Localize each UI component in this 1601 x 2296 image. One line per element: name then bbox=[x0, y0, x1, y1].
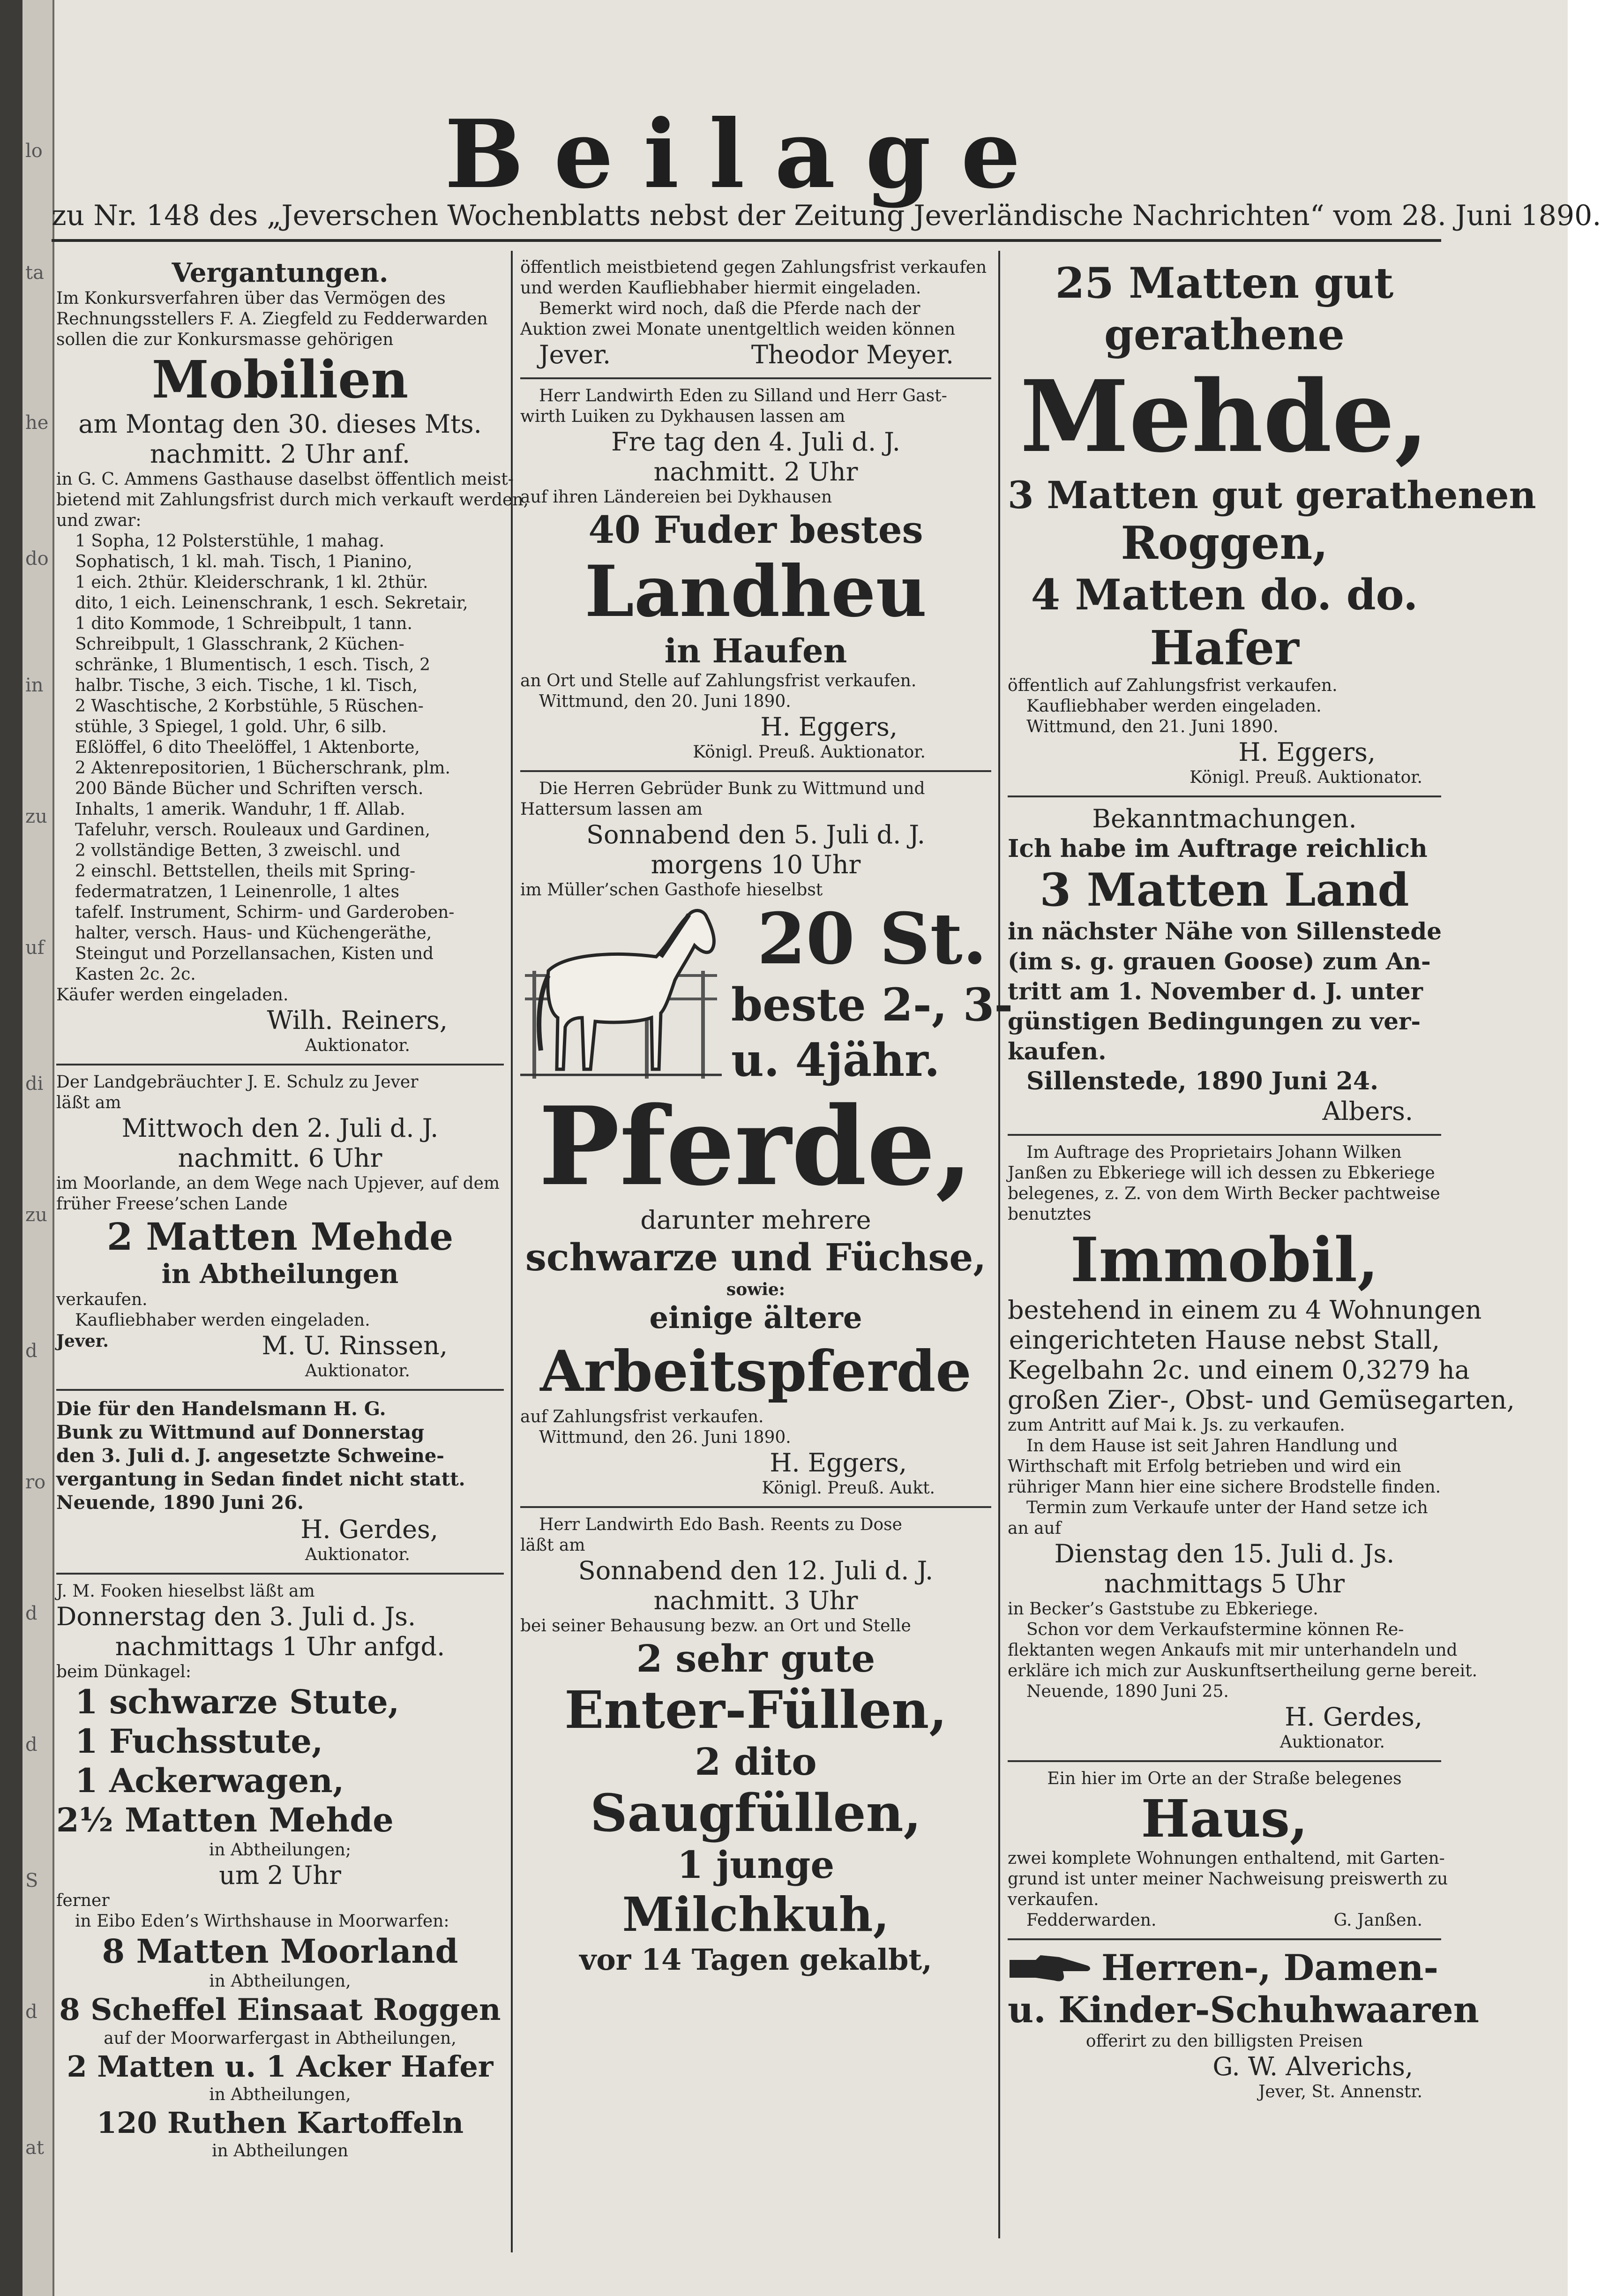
ad-subtitle: einige ältere bbox=[649, 1300, 862, 1336]
ad-text-line: flektanten wegen Ankaufs mit mir unterhandeln und bbox=[1008, 1641, 1458, 1660]
ad-text-line: Herr Landwirth Edo Bash. Reents zu Dose bbox=[539, 1515, 902, 1534]
item-sub: in Abtheilungen; bbox=[209, 1840, 352, 1860]
item-line: 1 dito Kommode, 1 Schreibpult, 1 tann. bbox=[75, 614, 412, 633]
item-line: Eßlöffel, 6 dito Theelöffel, 1 Aktenborte, bbox=[75, 738, 420, 757]
ad-text-line: den 3. Juli d. J. angesetzte Schweine- bbox=[56, 1445, 444, 1467]
facing-page-fragment: lo bbox=[25, 140, 43, 162]
ad-title: Landheu bbox=[584, 550, 927, 633]
ad-text-line: Schon vor dem Verkaufstermine können Re- bbox=[1026, 1620, 1404, 1639]
ad-text-line: früher Freese’schen Lande bbox=[56, 1194, 288, 1214]
item-sub: in Abtheilungen, bbox=[209, 2085, 351, 2104]
signature: G. Janßen. bbox=[1333, 1911, 1422, 1930]
ad-text-line: Ich habe im Auftrage reichlich bbox=[1008, 834, 1428, 863]
facing-page-fragment: he bbox=[25, 412, 49, 434]
signature: Albers. bbox=[1322, 1096, 1413, 1126]
ad-date: am Montag den 30. dieses Mts. bbox=[78, 409, 482, 439]
ad-text-line: Die Herren Gebrüder Bunk zu Wittmund und bbox=[539, 779, 925, 798]
facing-page-fragment: ro bbox=[25, 1471, 46, 1493]
ad-text-line: eingerichteten Hause nebst Stall, bbox=[1009, 1325, 1440, 1355]
ad-title: Haus, bbox=[1141, 1788, 1308, 1849]
ad-text-line: in nächster Nähe von Sillenstede bbox=[1008, 917, 1442, 945]
ad-fuellen bbox=[520, 1508, 991, 1985]
column-rule bbox=[511, 251, 513, 2252]
ad-text-line: Kaufliebhaber werden eingeladen. bbox=[1026, 697, 1322, 716]
ad-text-line: erkläre ich mich zur Auskunftsertheilung gerne bereit. bbox=[1008, 1661, 1478, 1681]
ad-text-line: auf Zahlungsfrist verkaufen. bbox=[520, 1407, 764, 1426]
ad-text-line: Wittmund, den 26. Juni 1890. bbox=[539, 1428, 791, 1447]
ad-text-line: Wirthschaft mit Erfolg betrieben und wird ein bbox=[1008, 1457, 1402, 1476]
ad-text-line: Kegelbahn 2c. und einem 0,3279 ha bbox=[1008, 1355, 1470, 1385]
item-line: 2 vollständige Betten, 3 zweischl. und bbox=[75, 841, 400, 860]
signature-role: Königl. Preuß. Auktionator. bbox=[1190, 768, 1422, 787]
ad-text-line: J. M. Fooken hieselbst läßt am bbox=[56, 1582, 315, 1601]
item-sub: auf der Moorwarfergast in Abtheilungen, bbox=[104, 2029, 456, 2048]
item-line: 1 eich. 2thür. Kleiderschrank, 1 kl. 2thür. bbox=[75, 573, 428, 592]
ad-date: Sillenstede, 1890 Juni 24. bbox=[1026, 1067, 1379, 1095]
place-name: Jever. bbox=[539, 340, 611, 369]
ad-text-line: zum Antritt auf Mai k. Js. zu verkaufen. bbox=[1008, 1416, 1345, 1435]
item-large: 8 Scheffel Einsaat Roggen bbox=[59, 1992, 501, 2027]
ad-text-line: Bunk zu Wittmund auf Donnerstag bbox=[56, 1421, 425, 1443]
ad-mobilien bbox=[56, 251, 529, 1065]
signature-role: Königl. Preuß. Aukt. bbox=[762, 1478, 935, 1498]
ad-text-line: darunter mehrere bbox=[640, 1205, 871, 1235]
ad-text-line: tritt am 1. November d. J. unter bbox=[1008, 977, 1423, 1005]
item-line: 2 Waschtische, 2 Korbstühle, 5 Rüschen- bbox=[75, 697, 424, 716]
signature-role: Auktionator. bbox=[305, 1545, 410, 1564]
ad-subtitle: vor 14 Tagen gekalbt, bbox=[579, 1943, 932, 1977]
ad-text-line: sollen die zur Konkursmasse gehörigen bbox=[56, 330, 394, 349]
facing-page-fragment: d bbox=[25, 1340, 37, 1362]
ad-text-line: Im Auftrage des Proprietairs Johann Wilken bbox=[1026, 1143, 1402, 1162]
ad-subtitle: schwarze und Füchse, bbox=[525, 1235, 987, 1279]
item-line: stühle, 3 Spiegel, 1 gold. Uhr, 6 silb. bbox=[75, 717, 387, 736]
ad-subtitle: Roggen, bbox=[1121, 517, 1328, 570]
ad-text-line: (im s. g. grauen Goose) zum An- bbox=[1008, 947, 1431, 975]
ad-text-line: und zwar: bbox=[56, 511, 142, 530]
ad-text-line: Rechnungsstellers F. A. Ziegfeld zu Fedderwarden bbox=[56, 309, 488, 329]
ad-text-line: bietend mit Zahlungsfrist durch mich verkauft werden, bbox=[56, 490, 529, 510]
item-line: Kasten 2c. 2c. bbox=[75, 965, 196, 984]
ad-immobil bbox=[1008, 1136, 1515, 1762]
ad-time: nachmitt. 6 Uhr bbox=[178, 1143, 382, 1173]
facing-page-fragment: d bbox=[25, 1734, 37, 1756]
ad-quantity: 2 dito bbox=[695, 1740, 817, 1784]
ad-text-line: Auktion zwei Monate unentgeltlich weiden können bbox=[520, 320, 956, 339]
item-line: Schreibpult, 1 Glasschrank, 2 Küchen- bbox=[75, 635, 404, 654]
ad-text-line: und werden Kaufliebhaber hiermit eingeladen. bbox=[520, 278, 921, 298]
column-3 bbox=[1008, 251, 1536, 2110]
signature: H. Eggers, bbox=[1238, 737, 1376, 767]
ad-title: Arbeitspferde bbox=[540, 1338, 972, 1404]
signature: M. U. Rinssen, bbox=[262, 1331, 448, 1360]
ad-text-line: verkaufen. bbox=[1008, 1890, 1099, 1909]
ad-cancellation bbox=[56, 1391, 504, 1575]
ad-text-line: Bemerkt wird noch, daß die Pferde nach der bbox=[539, 299, 920, 318]
ad-text-line: grund ist unter meiner Nachweisung preiswerth zu bbox=[1008, 1869, 1448, 1889]
horse-illustration bbox=[520, 900, 722, 1083]
item-large: 2 Matten u. 1 Acker Hafer bbox=[67, 2049, 494, 2084]
item-large: 2½ Matten Mehde bbox=[56, 1801, 394, 1839]
signature: H. Gerdes, bbox=[1285, 1702, 1422, 1732]
item-large: 8 Matten Moorland bbox=[102, 1932, 458, 1971]
place-name: Fedderwarden. bbox=[1026, 1911, 1157, 1930]
ad-text-line: läßt am bbox=[56, 1093, 121, 1112]
masthead-title: Beilage bbox=[444, 99, 1051, 210]
ad-title: Milchkuh, bbox=[622, 1887, 890, 1942]
item-large: 120 Ruthen Kartoffeln bbox=[96, 2106, 464, 2140]
ad-date: Donnerstag den 3. Juli d. Js. bbox=[56, 1602, 416, 1631]
item-large: 1 Ackerwagen, bbox=[75, 1761, 344, 1800]
ad-quantity: 2 sehr gute bbox=[636, 1636, 875, 1681]
ad-text-line: Neuende, 1890 Juni 26. bbox=[56, 1492, 304, 1514]
facing-page-fragment: at bbox=[25, 2137, 44, 2159]
signature-role: Jever, St. Annenstr. bbox=[1258, 2082, 1422, 2101]
horse-text bbox=[731, 900, 1013, 1088]
ad-title: u. Kinder-Schuhwaaren bbox=[1008, 1989, 1479, 2031]
ad-time: nachmitt. 2 Uhr bbox=[653, 457, 858, 487]
signature: G. W. Alverichs, bbox=[1212, 2052, 1413, 2081]
ad-subtitle: 3 Matten gut gerathenen bbox=[1008, 473, 1536, 517]
ad-date: Fre tag den 4. Juli d. J. bbox=[611, 427, 900, 457]
signature: Theodor Meyer. bbox=[751, 340, 954, 369]
item-line: tafelf. Instrument, Schirm- und Garderoben- bbox=[75, 903, 455, 922]
column-rule bbox=[998, 251, 1000, 2238]
signature: H. Eggers, bbox=[760, 712, 898, 742]
ad-text-line: Der Landgebräuchter J. E. Schulz zu Jever bbox=[56, 1073, 419, 1092]
ad-text-line: Wittmund, den 21. Juni 1890. bbox=[1026, 717, 1279, 736]
signature-role: Auktionator. bbox=[1279, 1733, 1385, 1752]
ad-time: um 2 Uhr bbox=[219, 1861, 341, 1890]
ad-date: Sonnabend den 5. Juli d. J. bbox=[586, 820, 926, 849]
ad-text-line: Käufer werden eingeladen. bbox=[56, 985, 289, 1005]
section-heading: Vergantungen. bbox=[172, 257, 389, 288]
ad-text-line: im Müller’schen Gasthofe hieselbst bbox=[520, 880, 823, 900]
item-line: 2 einschl. Bettstellen, theils mit Spring- bbox=[75, 862, 416, 881]
ad-text-line: günstigen Bedingungen zu ver- bbox=[1008, 1007, 1421, 1035]
ad-text-line: läßt am bbox=[520, 1536, 585, 1555]
ad-date: Sonnabend den 12. Juli d. J. bbox=[578, 1556, 934, 1585]
ad-text-line: Neuende, 1890 Juni 25. bbox=[1026, 1682, 1229, 1701]
signature: H. Gerdes, bbox=[300, 1515, 438, 1544]
column-2 bbox=[520, 251, 1013, 1985]
ad-text-line: Termin zum Verkaufe unter der Hand setze ich bbox=[1026, 1498, 1428, 1517]
masthead-rule bbox=[52, 239, 1441, 242]
ad-text-line: Hattersum lassen am bbox=[520, 800, 703, 819]
ad-date: Dienstag den 15. Juli d. Js. bbox=[1054, 1539, 1395, 1568]
book-binding bbox=[0, 0, 22, 2296]
item-sub: in Abtheilungen bbox=[211, 2141, 349, 2161]
ad-title: Mobilien bbox=[151, 349, 409, 410]
signature-role: Auktionator. bbox=[305, 1036, 410, 1055]
facing-page-edge bbox=[22, 0, 54, 2296]
ad-mehde-schulz bbox=[56, 1065, 504, 1391]
ad-text-line: Ein hier im Orte an der Straße belegenes bbox=[1047, 1769, 1402, 1788]
ad-quantity: u. 4jähr. bbox=[731, 1034, 940, 1087]
ad-quantity: 40 Fuder bestes bbox=[588, 508, 923, 552]
ad-date: Mittwoch den 2. Juli d. J. bbox=[121, 1113, 439, 1143]
ad-text-line: ferner bbox=[56, 1891, 110, 1910]
ad-schuhwaaren bbox=[1008, 1940, 1479, 2110]
facing-page-fragment: uf bbox=[25, 937, 45, 959]
ad-quantity: gerathene bbox=[1104, 310, 1345, 360]
ad-text-line: In dem Hause ist seit Jahren Handlung und bbox=[1026, 1436, 1398, 1456]
ad-fooken bbox=[56, 1575, 504, 2169]
facing-page-fragment: zu bbox=[25, 1204, 47, 1226]
signature-role: Königl. Preuß. Auktionator. bbox=[693, 743, 926, 762]
ad-time: morgens 10 Uhr bbox=[651, 850, 861, 879]
facing-page-fragment: do bbox=[25, 548, 49, 570]
ad-quantity: 20 St. bbox=[757, 898, 987, 980]
ad-title: Mehde, bbox=[1020, 359, 1429, 474]
ad-title: Immobil, bbox=[1070, 1224, 1379, 1296]
ad-title: Herren-, Damen- bbox=[1101, 1947, 1439, 1988]
ad-text-line: in Eibo Eden’s Wirthshause in Moorwarfen: bbox=[75, 1912, 449, 1931]
item-line: federmatratzen, 1 Leinenrolle, 1 altes bbox=[75, 882, 400, 901]
item-line: schränke, 1 Blumentisch, 1 esch. Tisch, 2 bbox=[75, 655, 431, 675]
ad-text-line: Die für den Handelsmann H. G. bbox=[56, 1398, 386, 1420]
item-line: Steingut und Porzellansachen, Kisten und bbox=[75, 944, 434, 963]
ad-text-line: öffentlich auf Zahlungsfrist verkaufen. bbox=[1008, 676, 1338, 695]
ad-text-line: auf ihren Ländereien bei Dykhausen bbox=[520, 488, 832, 507]
item-line: 1 Sopha, 12 Polsterstühle, 1 mahag. bbox=[75, 532, 385, 551]
facing-page-fragment: in bbox=[25, 675, 44, 696]
issue-dateline: zu Nr. 148 des „Jeverschen Wochenblatts nebst der Zeitung Jeverländische Nachrichten“ vom 28. Juni 1890. bbox=[52, 199, 1601, 232]
ad-title: Saugfüllen, bbox=[590, 1783, 921, 1843]
facing-page-fragment: d bbox=[25, 2001, 37, 2023]
pointing-hand-icon bbox=[1008, 1951, 1092, 1984]
facing-page-fragment: zu bbox=[25, 806, 47, 827]
ad-quantity: 1 junge bbox=[677, 1843, 835, 1887]
ad-text-line: wirth Luiken zu Dykhausen lassen am bbox=[520, 407, 845, 426]
item-line: 200 Bände Bücher und Schriften versch. bbox=[75, 779, 424, 798]
ad-text-line: an auf bbox=[1008, 1519, 1062, 1538]
ad-title: Hafer bbox=[1150, 620, 1299, 675]
ad-text-line: Janßen zu Ebkeriege will ich dessen zu Ebkeriege bbox=[1008, 1163, 1435, 1183]
ad-time: nachmitt. 2 Uhr anf. bbox=[150, 439, 411, 469]
facing-page-fragment: S bbox=[25, 1870, 38, 1891]
ad-text-line: bei seiner Behausung bezw. an Ort und Stelle bbox=[520, 1616, 911, 1636]
ad-text-line: an Ort und Stelle auf Zahlungsfrist verkaufen. bbox=[520, 671, 917, 690]
ad-text-line: Im Konkursverfahren über das Vermögen des bbox=[56, 289, 446, 308]
ad-text-line: zwei komplete Wohnungen enthaltend, mit Garten- bbox=[1008, 1849, 1445, 1868]
ad-title: 2 Matten Mehde bbox=[106, 1215, 454, 1259]
ad-time: nachmitt. 3 Uhr bbox=[653, 1586, 858, 1615]
item-line: halter, versch. Haus- und Küchengeräthe, bbox=[75, 923, 432, 943]
ad-text-line: Herr Landwirth Eden zu Silland und Herr Gast- bbox=[539, 386, 947, 405]
ad-subtitle: in Abtheilungen bbox=[161, 1259, 399, 1290]
item-line: Tafeluhr, versch. Rouleaux und Gardinen, bbox=[75, 820, 431, 840]
shoe-ad-header bbox=[1008, 1947, 1441, 1989]
ad-text-line: sowie: bbox=[726, 1280, 786, 1299]
ad-quantity: 25 Matten gut bbox=[1055, 258, 1394, 308]
ad-text-line: benutztes bbox=[1008, 1205, 1092, 1224]
ad-land-albers bbox=[1008, 797, 1441, 1136]
ad-text-line: beim Dünkagel: bbox=[56, 1662, 191, 1681]
item-sub: in Abtheilungen, bbox=[209, 1972, 351, 1991]
ad-time: nachmittags 5 Uhr bbox=[1104, 1569, 1345, 1598]
signature: Wilh. Reiners, bbox=[267, 1005, 448, 1035]
ad-text-line: belegenes, z. Z. von dem Wirth Becker pachtweise bbox=[1008, 1184, 1440, 1203]
section-heading: Bekanntmachungen. bbox=[1092, 804, 1357, 833]
item-line: Inhalts, 1 amerik. Wanduhr, 1 ff. Allab. bbox=[75, 800, 405, 819]
ad-subtitle: 4 Matten do. do. bbox=[1031, 570, 1418, 620]
ad-meyer-continuation bbox=[520, 251, 991, 379]
item-large: 1 Fuchsstute, bbox=[75, 1722, 323, 1761]
ad-text-line: im Moorlande, an dem Wege nach Upjever, auf dem bbox=[56, 1174, 500, 1193]
ad-haus bbox=[1008, 1762, 1448, 1940]
ad-mehde-eggers bbox=[1008, 251, 1536, 797]
ad-text-line: öffentlich meistbietend gegen Zahlungsfrist verkaufen bbox=[520, 258, 987, 277]
ad-quantity: beste 2-, 3- bbox=[731, 978, 1013, 1031]
ad-text-line: Kaufliebhaber werden eingeladen. bbox=[75, 1311, 370, 1330]
item-line: 2 Aktenrepositorien, 1 Bücherschrank, plm. bbox=[75, 758, 450, 778]
item-large: 1 schwarze Stute, bbox=[75, 1682, 400, 1721]
place-name: Jever. bbox=[56, 1331, 109, 1351]
ad-text-line: Wittmund, den 20. Juni 1890. bbox=[539, 692, 791, 711]
item-line: Sophatisch, 1 kl. mah. Tisch, 1 Pianino, bbox=[75, 552, 412, 571]
ad-text-line: bestehend in einem zu 4 Wohnungen bbox=[1008, 1295, 1482, 1325]
facing-page-fragment: d bbox=[25, 1603, 37, 1624]
ad-time: nachmittags 1 Uhr anfgd. bbox=[115, 1632, 445, 1661]
signature: H. Eggers, bbox=[770, 1448, 907, 1478]
column-1 bbox=[56, 251, 529, 2169]
ad-text-line: offerirt zu den billigsten Preisen bbox=[1085, 2032, 1363, 2051]
item-line: halbr. Tische, 3 eich. Tische, 1 kl. Tisch, bbox=[75, 676, 418, 695]
ad-text-line: kaufen. bbox=[1008, 1037, 1107, 1065]
ad-text-line: in G. C. Ammens Gasthause daselbst öffentlich meist- bbox=[56, 470, 514, 489]
ad-landheu bbox=[520, 379, 991, 772]
ad-text-line: in Becker’s Gaststube zu Ebkeriege. bbox=[1008, 1599, 1318, 1619]
ad-title: 3 Matten Land bbox=[1040, 863, 1409, 916]
ad-title: Enter-Füllen, bbox=[564, 1680, 947, 1740]
horse-block bbox=[520, 898, 1013, 1088]
ad-text-line: rühriger Mann hier eine sichere Brodstelle finden. bbox=[1008, 1478, 1441, 1497]
ad-pferde bbox=[520, 772, 1013, 1508]
signature-role: Auktionator. bbox=[305, 1361, 410, 1381]
ad-text-line: großen Zier-, Obst- und Gemüsegarten, bbox=[1008, 1385, 1515, 1415]
ad-text-line: verkaufen. bbox=[56, 1290, 148, 1309]
ad-text-line: vergantung in Sedan findet nicht statt. bbox=[56, 1468, 465, 1490]
facing-page-fragment: ta bbox=[25, 262, 44, 284]
facing-page-fragment: di bbox=[25, 1073, 44, 1095]
ad-subtitle: in Haufen bbox=[664, 631, 847, 670]
ad-title: Pferde, bbox=[539, 1083, 973, 1210]
item-line: dito, 1 eich. Leinenschrank, 1 esch. Sekretair, bbox=[75, 593, 468, 613]
